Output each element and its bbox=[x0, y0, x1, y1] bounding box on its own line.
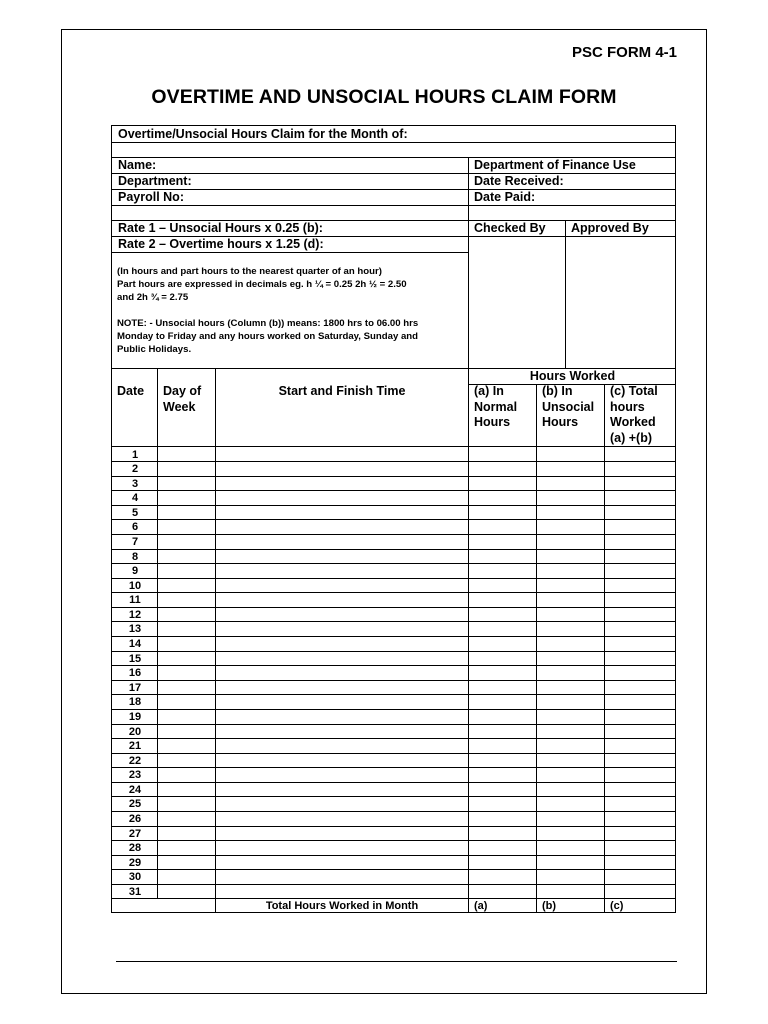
total-label: Total Hours Worked in Month bbox=[265, 900, 419, 912]
date-number: 7 bbox=[131, 535, 139, 548]
date-number: 11 bbox=[129, 594, 141, 607]
signature-line bbox=[116, 961, 677, 962]
date-received-label: Date Received: bbox=[474, 174, 564, 188]
date-number: 10 bbox=[128, 579, 142, 592]
note-line: Part hours are expressed in decimals eg. h ¼ = 0.25 2h ½ = 2.50 bbox=[117, 279, 407, 290]
date-number: 30 bbox=[128, 871, 142, 884]
claim-month-label: Overtime/Unsocial Hours Claim for the Month of: bbox=[118, 127, 408, 141]
note-line: NOTE: - Unsocial hours (Column (b)) means: 1800 hrs to 06.00 hrs bbox=[117, 318, 419, 329]
normal-hours-header: (a) In Normal Hours bbox=[474, 384, 518, 429]
date-number: 4 bbox=[131, 492, 139, 505]
date-number: 5 bbox=[131, 506, 139, 519]
date-number: 9 bbox=[131, 565, 139, 578]
name-label: Name: bbox=[118, 158, 157, 172]
rate2-label: Rate 2 – Overtime hours x 1.25 (d): bbox=[118, 237, 324, 251]
checked-by-label: Checked By bbox=[474, 221, 546, 235]
note-line: Monday to Friday and any hours worked on Saturday, Sunday and bbox=[117, 331, 419, 342]
date-number: 3 bbox=[131, 477, 139, 490]
total-c: (c) bbox=[610, 900, 624, 912]
hours-worked-header: Hours Worked bbox=[529, 369, 616, 383]
form-code: PSC FORM 4-1 bbox=[571, 44, 677, 61]
date-number: 1 bbox=[131, 448, 139, 461]
date-number: 8 bbox=[131, 550, 139, 563]
date-number: 13 bbox=[128, 623, 142, 636]
payroll-label: Payroll No: bbox=[118, 190, 184, 204]
approved-by-label: Approved By bbox=[571, 221, 649, 235]
date-number: 24 bbox=[128, 783, 142, 796]
date-number: 26 bbox=[128, 813, 142, 826]
note-line: and 2h ¾ = 2.75 bbox=[117, 292, 189, 303]
date-number: 28 bbox=[128, 842, 142, 855]
day-of-week-header: Day of Week bbox=[163, 384, 202, 414]
date-number: 25 bbox=[128, 798, 142, 811]
date-number: 18 bbox=[128, 696, 142, 709]
form-title: OVERTIME AND UNSOCIAL HOURS CLAIM FORM bbox=[151, 86, 617, 108]
note-line: Public Holidays. bbox=[117, 344, 192, 355]
date-number: 19 bbox=[128, 710, 142, 723]
rate1-label: Rate 1 – Unsocial Hours x 0.25 (b): bbox=[118, 221, 323, 235]
note-line: (In hours and part hours to the nearest quarter of an hour) bbox=[117, 266, 382, 277]
date-paid-label: Date Paid: bbox=[474, 190, 536, 204]
total-a: (a) bbox=[474, 900, 488, 912]
date-number: 16 bbox=[128, 667, 142, 680]
start-finish-header: Start and Finish Time bbox=[278, 384, 406, 398]
date-column-header: Date bbox=[117, 384, 145, 398]
department-label: Department: bbox=[118, 174, 192, 188]
date-number: 22 bbox=[128, 754, 142, 767]
date-number: 12 bbox=[128, 608, 142, 621]
date-number: 15 bbox=[128, 652, 142, 665]
finance-use-label: Department of Finance Use bbox=[474, 158, 636, 172]
unsocial-hours-header: (b) In Unsocial Hours bbox=[542, 384, 595, 429]
total-b: (b) bbox=[542, 900, 557, 912]
date-number: 23 bbox=[128, 769, 142, 782]
date-number: 20 bbox=[128, 725, 142, 738]
total-hours-header: (c) Total hours Worked (a) +(b) bbox=[610, 384, 658, 445]
date-number: 31 bbox=[128, 885, 142, 898]
date-number: 27 bbox=[128, 827, 142, 840]
date-number: 17 bbox=[128, 681, 142, 694]
date-number: 14 bbox=[128, 638, 142, 651]
date-number: 2 bbox=[131, 463, 139, 476]
date-number: 29 bbox=[128, 856, 142, 869]
date-number: 21 bbox=[128, 740, 142, 753]
date-number: 6 bbox=[131, 521, 139, 534]
